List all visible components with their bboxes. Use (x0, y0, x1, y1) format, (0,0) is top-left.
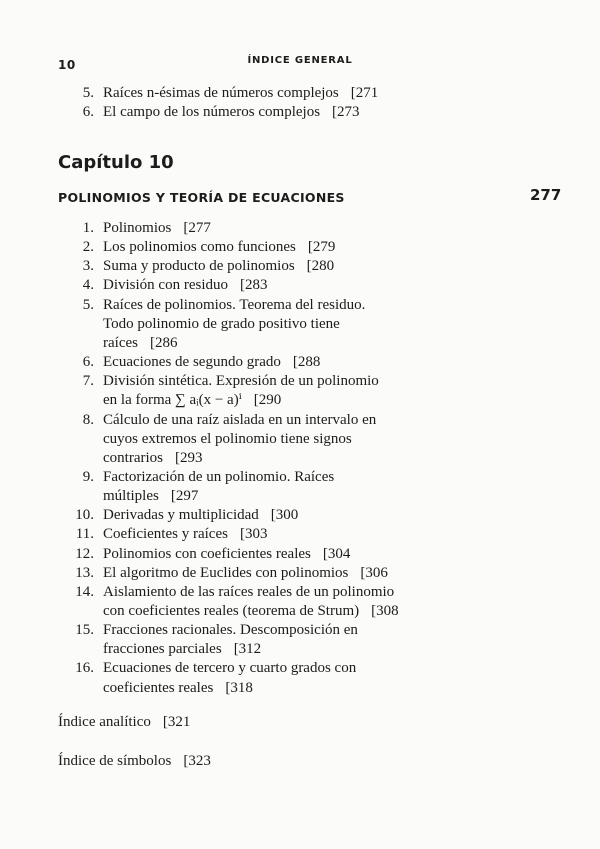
toc-item-text: Los polinomios como funciones (103, 239, 296, 256)
toc-item-page: [293 (174, 449, 203, 466)
toc-item-text: Derivadas y multiplicidad (103, 507, 259, 524)
toc-item-line[interactable] (103, 525, 267, 543)
toc-item-line[interactable] (103, 238, 335, 256)
chapter-page: 277 (530, 186, 562, 204)
back-matter-page: [323 (183, 753, 211, 769)
toc-item-page: [303 (239, 526, 268, 543)
toc-item-line[interactable] (103, 583, 394, 601)
toc-item-number: 5. (82, 85, 94, 101)
toc-item-text: múltiples (103, 488, 159, 505)
toc-item-line[interactable] (103, 430, 352, 448)
index-analytic-entry[interactable] (58, 713, 190, 731)
toc-item-text: con coeficientes reales (teorema de Strum) (103, 603, 360, 619)
running-title: ÍNDICE GENERAL (247, 55, 353, 66)
toc-item-number: 6. (82, 104, 94, 120)
toc-item-text: contrarios (103, 449, 163, 466)
toc-item-line[interactable] (103, 545, 350, 563)
toc-item-page: [286 (149, 334, 178, 351)
toc-item-text: cuyos extremos el polinomio tiene signos (103, 430, 352, 447)
toc-item[interactable] (103, 84, 378, 102)
toc-item-number: 3. (82, 258, 94, 275)
toc-item-text: Todo polinomio de grado positivo tiene (103, 315, 340, 332)
toc-item-line[interactable] (103, 353, 320, 371)
toc-item-line[interactable] (103, 487, 198, 505)
toc-item-text: fracciones parciales (103, 641, 222, 658)
toc-item-line[interactable] (103, 257, 334, 275)
toc-item-text: Cálculo de una raíz aislada en un intervalo en (103, 411, 377, 428)
toc-item-line[interactable] (103, 315, 340, 333)
toc-item-number: 16. (75, 660, 94, 677)
chapter-title[interactable]: POLINOMIOS Y TEORÍA DE ECUACIONES (58, 190, 345, 205)
toc-item-line[interactable] (103, 659, 356, 677)
back-matter-page: [321 (162, 714, 191, 730)
chapter-label: Capítulo 10 (58, 152, 174, 173)
toc-item-line[interactable] (103, 334, 177, 352)
toc-item-page: [288 (292, 354, 321, 371)
toc-item-text: Polinomios (103, 220, 172, 236)
toc-item-number: 1. (82, 220, 94, 236)
toc-item-number: 13. (75, 564, 94, 581)
toc-item-line[interactable] (103, 640, 261, 658)
toc-item-line[interactable] (103, 391, 281, 409)
back-matter-text: Índice analítico (58, 714, 151, 730)
toc-item-text: Ecuaciones de tercero y cuarto grados con (103, 660, 357, 677)
toc-item-text: División con residuo (103, 277, 228, 294)
toc-item-number: 11. (75, 526, 94, 543)
toc-item-page: [283 (240, 277, 268, 294)
toc-item-text: Coeficientes y raíces (103, 526, 228, 543)
toc-item-number: 4. (82, 277, 94, 294)
toc-item-text: raíces (103, 334, 138, 351)
toc-item-number: 7. (82, 373, 94, 390)
toc-item-number: 14. (75, 583, 94, 600)
toc-item-text: División sintética. Expresión de un polinomio (103, 373, 379, 390)
toc-item-page: [318 (225, 679, 253, 696)
toc-item-number: 10. (75, 507, 94, 524)
toc-item-line[interactable] (103, 219, 211, 237)
toc-item-text: El campo de los números complejos (103, 104, 321, 120)
toc-item[interactable] (103, 103, 360, 121)
toc-item-text: coeficientes reales (103, 679, 214, 696)
toc-item-number: 12. (75, 545, 94, 562)
toc-item-text: Factorización de un polinomio. Raíces (103, 468, 335, 485)
toc-item-line[interactable] (103, 679, 253, 697)
toc-item-text: Ecuaciones de segundo grado (103, 354, 281, 371)
toc-item-number: 5. (82, 296, 94, 313)
index-symbols-entry[interactable] (58, 752, 211, 770)
toc-item-line[interactable] (103, 506, 298, 524)
toc-item-number: 9. (82, 468, 94, 485)
toc-item-page: [306 (360, 564, 388, 581)
toc-item-line[interactable] (103, 296, 365, 314)
toc-item-line[interactable] (103, 602, 399, 620)
toc-item-number: 2. (82, 239, 94, 256)
toc-item-text: en la forma ∑ aᵢ(x − a)ⁱ (103, 392, 242, 409)
toc-item-number: 15. (75, 622, 94, 639)
back-matter-text: Índice de símbolos (58, 753, 172, 769)
toc-item-page: [300 (270, 507, 299, 524)
toc-item-text: Raíces de polinomios. Teorema del residuo. (103, 296, 366, 313)
toc-item-number: 6. (82, 354, 94, 371)
toc-item-page: [279 (307, 239, 336, 256)
toc-item-page: [277 (183, 220, 211, 236)
toc-item-text: Raíces n-ésimas de números complejos (103, 85, 339, 101)
toc-item-page: [290 (253, 392, 282, 409)
toc-item-page: [308 (371, 603, 399, 619)
toc-item-line[interactable] (103, 621, 358, 639)
toc-item-text: Aislamiento de las raíces reales de un polinomio (103, 583, 395, 600)
toc-item-line[interactable] (103, 564, 388, 582)
toc-item-text: Polinomios con coeficientes reales (103, 545, 311, 562)
page-number: 10 (58, 58, 76, 72)
toc-item-line[interactable] (103, 276, 268, 294)
toc-item-number: 8. (82, 411, 94, 428)
toc-item-page: [297 (170, 488, 199, 505)
toc-item-text: Suma y producto de polinomios (103, 258, 295, 275)
toc-item-page: [304 (322, 545, 351, 562)
toc-item-page: [312 (233, 641, 262, 658)
toc-item-page: [280 (306, 258, 335, 275)
toc-item-page: [273 (332, 104, 360, 120)
toc-item-line[interactable] (103, 411, 376, 429)
toc-item-line[interactable] (103, 468, 334, 486)
toc-item-text: El algoritmo de Euclides con polinomios (103, 564, 349, 581)
toc-item-text: Fracciones racionales. Descomposición en (103, 622, 358, 639)
toc-item-line[interactable] (103, 449, 202, 467)
toc-item-line[interactable] (103, 372, 379, 390)
toc-item-page: [271 (350, 85, 379, 101)
